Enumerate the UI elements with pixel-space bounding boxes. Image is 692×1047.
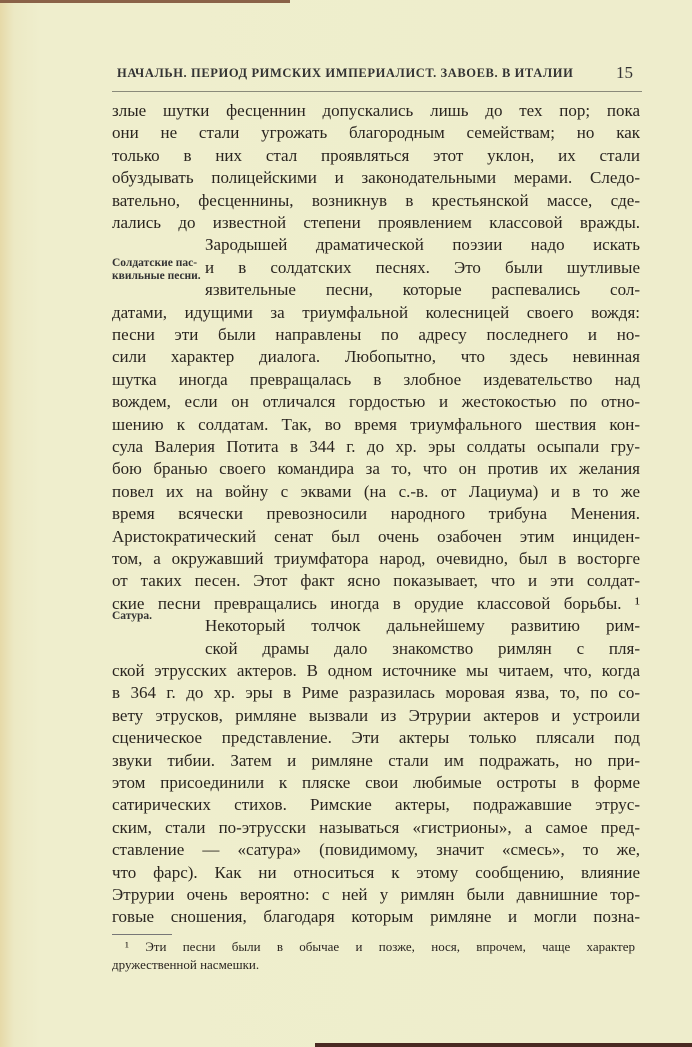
sidenote-soldier-songs xyxy=(112,257,201,283)
text-line: Некоторый толчок дальнейшему развитию рим- xyxy=(205,616,640,636)
text-line: Аристократический сенат был очень озабочен этим инциден- xyxy=(112,526,640,546)
text-line: ским, стали по-этрусски называться «гистрионы», а самое пред- xyxy=(112,817,640,837)
text-line: вождем, если он отличался гордостью и жестокостью по отно- xyxy=(112,392,640,412)
text-line: сценическое представление. Эти актеры только плясали под xyxy=(112,728,640,748)
text-line: говые сношения, благодаря которым римляне и могли позна- xyxy=(112,907,640,927)
text-line: ской этрусских актеров. В одном источнике мы читаем, что, когда xyxy=(112,661,640,680)
header-rule xyxy=(112,91,642,92)
text-line: в 364 г. до хр. эры в Риме разразилась моровая язва, то, по со- xyxy=(112,683,640,703)
scan-edge-top xyxy=(0,0,290,3)
text-line: язвительные песни, которые распевались сол- xyxy=(205,280,640,300)
text-line: ской драмы дало знакомство римлян с пля- xyxy=(205,638,640,658)
text-line: ставление — «сатура» (повидимому, значит «смесь», то же, xyxy=(112,840,640,860)
text-line: сатирических стихов. Римские актеры, подражавшие этрус- xyxy=(112,795,640,815)
text-line: лались до известной степени проявлением классовой вражды. xyxy=(112,213,640,232)
text-line: они не стали угрожать благородным семействам; но как xyxy=(112,123,640,143)
text-line: песни эти были направлены по адресу последнего и но- xyxy=(112,325,640,344)
text-line: что фарс). Как ни относиться к этому сообщению, влияние xyxy=(112,862,640,882)
sidenote-line: Солдатские пас- xyxy=(112,257,198,269)
text-line: шутка иногда превращалась в злобное издевательство над xyxy=(112,369,640,389)
text-line: от таких песен. Этот факт ясно показывает, что и эти солдат- xyxy=(112,571,640,591)
text-line: время всячески превозносили народного трибуна Менения. xyxy=(112,504,640,524)
footnote-line: дружественной насмешки. xyxy=(112,957,260,972)
scan-edge-bottom xyxy=(315,1043,692,1047)
text-line: злые шутки фесценнин допускались лишь до тех пор; пока xyxy=(112,101,640,120)
text-line: бою бранью своего командира за то, что он против их желания xyxy=(112,459,640,479)
text-line: Зародышей драматической поэзии надо искать xyxy=(205,235,640,255)
text-line: вательно, фесценнины, возникнув в крестьянской массе, сде- xyxy=(112,190,640,210)
text-line: сула Валерия Потита в 344 г. до хр. эры солдаты осыпали гру- xyxy=(112,437,640,456)
running-head: НАЧАЛЬН. ПЕРИОД РИМСКИХ ИМПЕРИАЛИСТ. ЗАВОЕВ. В ИТАЛИИ xyxy=(117,66,574,80)
footnote-rule xyxy=(112,934,172,935)
text-line: сили характер диалога. Любопытно, что здесь невинная xyxy=(112,347,640,367)
page-number: 15 xyxy=(616,63,633,82)
text-line: только в них стал проявляться этот уклон, их стали xyxy=(112,145,640,165)
text-line: этом присоединили к пляске свои любимые остроты в форме xyxy=(112,773,640,792)
text-line: Этрурии очень вероятно: с ней у римлян были давнишние тор- xyxy=(112,885,640,904)
sidenote-satura: Сатура. xyxy=(112,610,153,622)
text-line: вету этрусков, римляне вызвали из Этрурии актеров и устроили xyxy=(112,705,640,725)
footnote-line: ¹ Эти песни были в обычае и позже, нося, впрочем, чаще характер xyxy=(125,939,635,954)
text-line: ские песни превращались иногда в орудие классовой борьбы. ¹ xyxy=(112,593,640,613)
text-line: обуздывать полицейскими и законодательными мерами. Следо- xyxy=(112,168,640,188)
text-line: шению к солдатам. Так, во время триумфального шествия кон- xyxy=(112,414,640,434)
text-line: звуки тибии. Затем и римляне стали им подражать, но при- xyxy=(112,750,640,770)
text-line: повел их на войну с эквами (на с.-в. от Лациума) и в то же xyxy=(112,481,640,501)
sidenote-line: квильные песни. xyxy=(112,270,201,282)
text-line: том, а окружавший триумфатора народ, очевидно, был в восторге xyxy=(112,549,640,568)
text-line: и в солдатских песнях. Это были шутливые xyxy=(205,257,640,277)
text-line: датами, идущими за триумфальной колесницей своего вождя: xyxy=(112,302,640,322)
